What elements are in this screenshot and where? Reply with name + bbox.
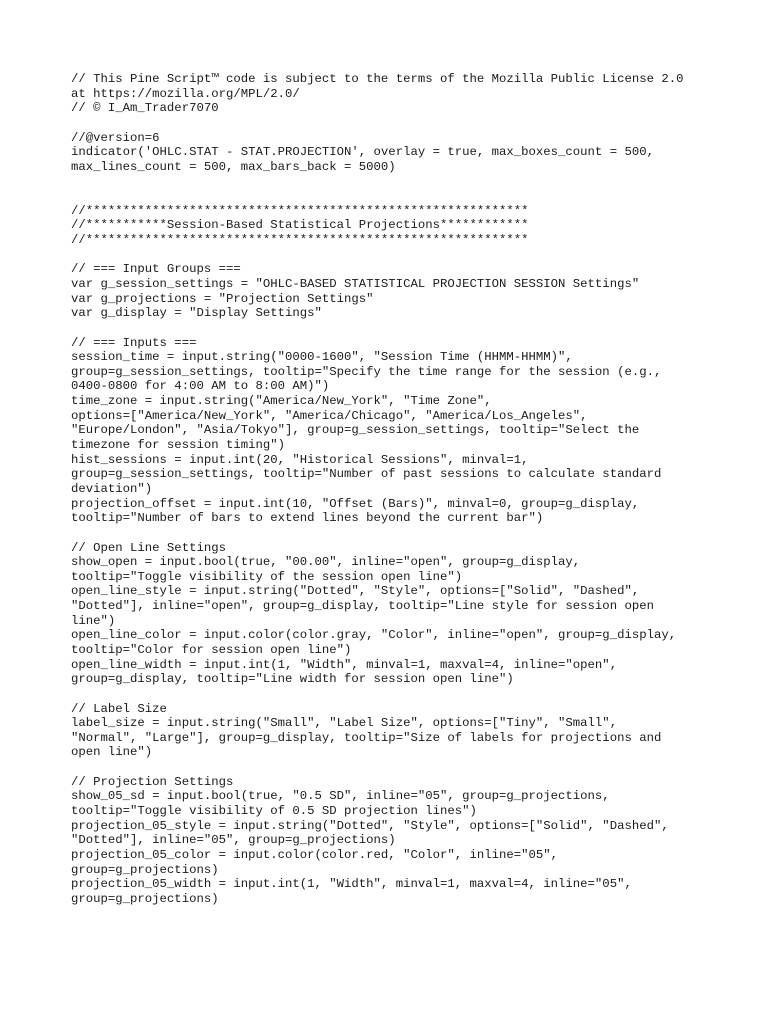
code-line: "Normal", "Large"], group=g_display, tooltip="Size of labels for projections and xyxy=(71,730,662,745)
code-line: // Open Line Settings xyxy=(71,540,226,555)
code-line: max_lines_count = 500, max_bars_back = 5000) xyxy=(71,159,396,174)
code-line: // === Input Groups === xyxy=(71,262,241,277)
blank-line xyxy=(71,526,721,541)
code-line: //************************************************************ xyxy=(71,233,529,248)
code-line: projection_offset = input.int(10, "Offset (Bars)", minval=0, group=g_display, xyxy=(71,496,640,511)
code-line: // Label Size xyxy=(71,701,167,716)
code-line: open_line_style = input.string("Dotted", "Style", options=["Solid", "Dashed", xyxy=(71,584,640,599)
code-line: group=g_display, tooltip="Line width for session open line") xyxy=(71,672,514,687)
code-line: projection_05_width = input.int(1, "Width", minval=1, maxval=4, inline="05", xyxy=(71,877,632,892)
code-line: at https://mozilla.org/MPL/2.0/ xyxy=(71,86,300,101)
code-line: projection_05_style = input.string("Dotted", "Style", options=["Solid", "Dashed", xyxy=(71,818,669,833)
blank-line xyxy=(71,116,721,131)
code-line: //************************************************************ xyxy=(71,203,529,218)
code-line: time_zone = input.string("America/New_York", "Time Zone", xyxy=(71,394,492,409)
blank-line xyxy=(71,687,721,702)
code-line: //@version=6 xyxy=(71,130,160,145)
code-line: group=g_session_settings, tooltip="Number of past sessions to calculate standard xyxy=(71,467,662,482)
code-line: session_time = input.string("0000-1600", "Session Time (HHMM-HHMM)", xyxy=(71,350,573,365)
code-line: open_line_width = input.int(1, "Width", minval=1, maxval=4, inline="open", xyxy=(71,657,618,672)
code-line: tooltip="Toggle visibility of the session open line") xyxy=(71,569,463,584)
code-line: indicator('OHLC.STAT - STAT.PROJECTION', overlay = true, max_boxes_count = 500, xyxy=(71,145,654,160)
code-line: //***********Session-Based Statistical Projections************ xyxy=(71,218,529,233)
code-line: hist_sessions = input.int(20, "Historical Sessions", minval=1, xyxy=(71,452,529,467)
code-line: tooltip="Number of bars to extend lines beyond the current bar") xyxy=(71,511,544,526)
code-line: label_size = input.string("Small", "Label Size", options=["Tiny", "Small", xyxy=(71,716,618,731)
code-line: timezone for session timing") xyxy=(71,438,286,453)
code-line: tooltip="Color for session open line") xyxy=(71,642,352,657)
code-line: show_05_sd = input.bool(true, "0.5 SD", inline="05", group=g_projections, xyxy=(71,789,610,804)
code-line: // Projection Settings xyxy=(71,774,234,789)
code-line: var g_projections = "Projection Settings" xyxy=(71,291,374,306)
blank-line xyxy=(71,189,721,204)
blank-line xyxy=(71,248,721,263)
code-line: // © I_Am_Trader7070 xyxy=(71,101,219,116)
blank-line xyxy=(71,321,721,336)
code-line: line") xyxy=(71,613,116,628)
code-line: "Dotted"], inline="open", group=g_display, tooltip="Line style for session open xyxy=(71,599,654,614)
code-line: projection_05_color = input.color(color.red, "Color", inline="05", xyxy=(71,847,559,862)
code-line: group=g_session_settings, tooltip="Specify the time range for the session (e.g., xyxy=(71,364,662,379)
code-line: deviation") xyxy=(71,481,153,496)
code-line: var g_session_settings = "OHLC-BASED STATISTICAL PROJECTION SESSION Settings" xyxy=(71,276,640,291)
code-line: var g_display = "Display Settings" xyxy=(71,306,322,321)
blank-line xyxy=(71,174,721,189)
code-line: show_open = input.bool(true, "00.00", inline="open", group=g_display, xyxy=(71,555,581,570)
code-block xyxy=(71,72,721,907)
code-line: "Dotted"], inline="05", group=g_projections) xyxy=(71,833,396,848)
code-line: // This Pine Script™ code is subject to the terms of the Mozilla Public License 2.0 xyxy=(71,72,684,86)
code-line: group=g_projections) xyxy=(71,862,219,877)
blank-line xyxy=(71,760,721,775)
code-line: // === Inputs === xyxy=(71,335,197,350)
code-line: group=g_projections) xyxy=(71,891,219,906)
code-line: "Europe/London", "Asia/Tokyo"], group=g_session_settings, tooltip="Select the xyxy=(71,423,640,438)
code-line: tooltip="Toggle visibility of 0.5 SD projection lines") xyxy=(71,804,477,819)
code-line: open_line_color = input.color(color.gray, "Color", inline="open", group=g_display, xyxy=(71,628,677,643)
code-line: options=["America/New_York", "America/Chicago", "America/Los_Angeles", xyxy=(71,408,588,423)
code-line: open line") xyxy=(71,745,153,760)
code-line: 0400-0800 for 4:00 AM to 8:00 AM)") xyxy=(71,379,330,394)
